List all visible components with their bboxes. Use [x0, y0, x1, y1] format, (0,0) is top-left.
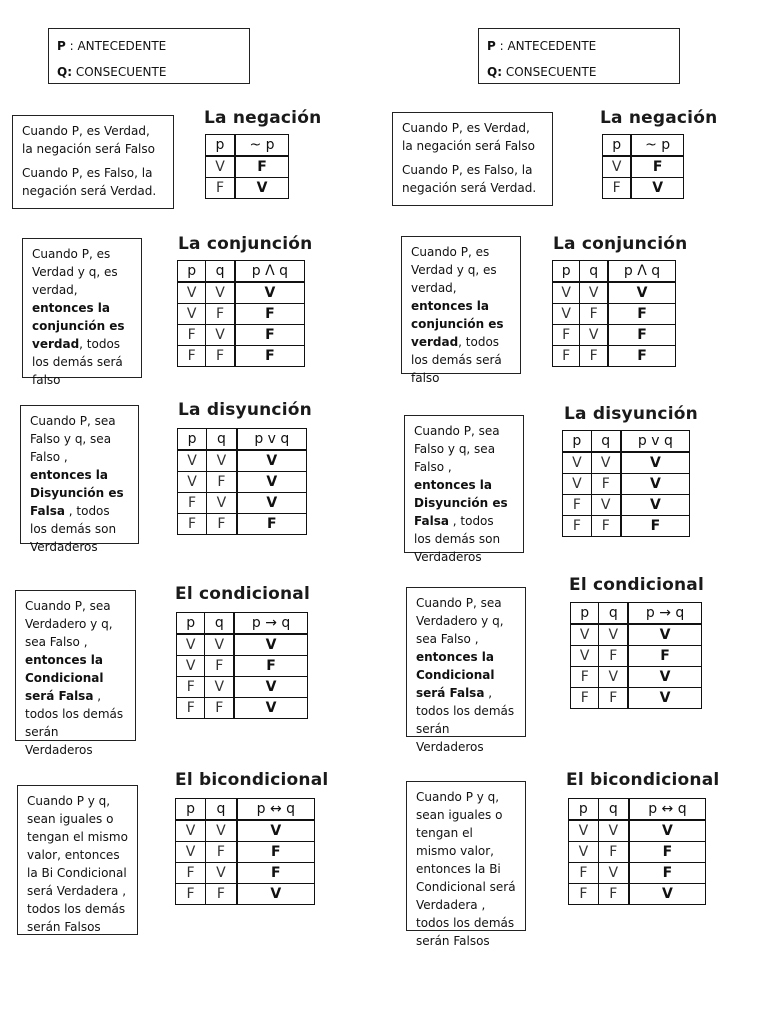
negacion-table — [205, 134, 289, 199]
truth-table-row — [206, 178, 289, 199]
truth-table-row — [563, 495, 690, 516]
truth-table-cell: F — [598, 842, 629, 863]
truth-table-cell: V — [591, 495, 621, 516]
condicional-title: El condicional — [175, 584, 310, 604]
truth-table-header-cell: p — [603, 135, 632, 157]
truth-table-cell: F — [580, 304, 608, 325]
bicondicional-description: Cuando P y q, sean iguales o tengan el mismo valor, entonces la Bi Condicional será Verdadera , todos los demás serán Falsos — [17, 785, 138, 935]
truth-table-row — [569, 820, 706, 842]
truth-table-header-cell: p — [177, 613, 205, 635]
truth-table-cell: V — [603, 156, 632, 178]
truth-table-header-cell: ~ p — [235, 135, 289, 157]
truth-table-cell: V — [563, 474, 592, 495]
truth-table-cell: V — [178, 472, 207, 493]
truth-table-row — [563, 474, 690, 495]
truth-table-cell: V — [205, 634, 234, 656]
truth-table-cell: F — [599, 646, 628, 667]
truth-table-row — [569, 863, 706, 884]
truth-table-cell: V — [621, 452, 690, 474]
truth-table-header-cell: p — [178, 429, 207, 451]
truth-table-row — [176, 884, 315, 905]
conjuncion-table — [177, 260, 305, 367]
truth-table-row — [571, 667, 702, 688]
truth-table-row — [177, 677, 308, 698]
truth-table-cell: F — [176, 884, 206, 905]
disyuncion-description: Cuando P, sea Falso y q, sea Falso , entonces la Disyunción es Falsa , todos los demás son Verdaderos — [20, 405, 139, 544]
truth-table-cell: F — [235, 304, 305, 325]
truth-table-row — [177, 698, 308, 719]
truth-table-cell: F — [563, 495, 592, 516]
legend-box — [48, 28, 250, 84]
truth-table-cell: F — [178, 346, 206, 367]
truth-table-header-cell: q — [206, 799, 237, 821]
truth-table-cell: V — [237, 450, 307, 472]
truth-table-row — [178, 304, 305, 325]
truth-table-row — [603, 156, 684, 178]
bicondicional-description-right: Cuando P y q, sean iguales o tengan el mismo valor, entonces la Bi Condicional será Verdadera , todos los demás serán Falsos — [406, 781, 526, 931]
truth-table-header-cell: q — [599, 603, 628, 625]
truth-table-cell: F — [608, 325, 675, 346]
truth-table-cell: V — [206, 282, 235, 304]
truth-table-cell: F — [237, 514, 307, 535]
truth-table-row — [176, 842, 315, 863]
truth-table-cell: V — [580, 282, 608, 304]
bicondicional-title: El bicondicional — [175, 770, 329, 790]
truth-table-row — [178, 450, 307, 472]
truth-table-cell: F — [235, 156, 289, 178]
truth-table-cell: F — [206, 178, 236, 199]
truth-table-cell: V — [237, 820, 315, 842]
truth-table-cell: V — [628, 667, 701, 688]
truth-table-cell: V — [237, 472, 307, 493]
truth-table-cell: V — [621, 474, 690, 495]
disyuncion-table-right — [562, 430, 690, 537]
disyuncion-title-right: La disyunción — [564, 404, 698, 424]
truth-table-cell: F — [598, 884, 629, 905]
truth-table-cell: V — [628, 688, 701, 709]
truth-table-cell: V — [628, 624, 701, 646]
truth-table-cell: V — [234, 634, 307, 656]
truth-table-header — [563, 431, 690, 453]
truth-table-row — [553, 304, 676, 325]
truth-table-header — [553, 261, 676, 283]
truth-table-cell: V — [177, 656, 205, 677]
truth-table-cell: F — [178, 325, 206, 346]
truth-table-cell: V — [178, 304, 206, 325]
truth-table-cell: F — [628, 646, 701, 667]
negacion-desc-false: Cuando P, es Falso, la negación será Verdad. — [402, 163, 537, 195]
truth-table-cell: F — [234, 656, 307, 677]
truth-table-cell: V — [580, 325, 608, 346]
right-column — [384, 0, 768, 1024]
truth-table-row — [553, 346, 676, 367]
truth-table-cell: V — [206, 863, 237, 884]
truth-table-row — [563, 452, 690, 474]
truth-table-header-cell: p v q — [621, 431, 690, 453]
truth-table-cell: F — [176, 863, 206, 884]
disyuncion-description-right: Cuando P, sea Falso y q, sea Falso , entonces la Disyunción es Falsa , todos los demás son Verdaderos — [404, 415, 524, 553]
truth-table-cell: F — [206, 884, 237, 905]
truth-table-row — [178, 514, 307, 535]
truth-table-cell: V — [569, 820, 599, 842]
truth-table-row — [176, 863, 315, 884]
truth-table-cell: V — [234, 677, 307, 698]
truth-table-header — [178, 429, 307, 451]
truth-table-row — [178, 282, 305, 304]
truth-table-row — [571, 646, 702, 667]
truth-table-row — [178, 346, 305, 367]
negacion-description — [12, 115, 174, 209]
truth-table-cell: F — [207, 514, 237, 535]
truth-table-cell: F — [621, 516, 690, 537]
truth-table-row — [177, 656, 308, 677]
truth-table-cell: V — [237, 493, 307, 514]
truth-table-row — [553, 325, 676, 346]
condicional-table-right — [570, 602, 702, 709]
truth-table-header — [177, 613, 308, 635]
truth-table-header-cell: p Λ q — [235, 261, 305, 283]
truth-table-cell: V — [235, 282, 305, 304]
disyuncion-table — [177, 428, 307, 535]
condicional-title-right: El condicional — [569, 575, 704, 595]
truth-table-cell: V — [553, 282, 580, 304]
truth-table-row — [571, 688, 702, 709]
truth-table-header-cell: q — [591, 431, 621, 453]
conjuncion-title: La conjunción — [178, 234, 313, 254]
legend-antecedente: P : ANTECEDENTE — [487, 39, 597, 53]
truth-table-cell: F — [178, 514, 207, 535]
truth-table-row — [569, 884, 706, 905]
bicondicional-table-right — [568, 798, 706, 905]
truth-table-cell: V — [598, 820, 629, 842]
negacion-description-right — [392, 112, 553, 206]
truth-table-header-cell: ~ p — [631, 135, 683, 157]
truth-table-cell: V — [598, 863, 629, 884]
conjuncion-description-right: Cuando P, es Verdad y q, es verdad, entonces la conjunción es verdad, todos los demás será falso — [401, 236, 521, 374]
truth-table-cell: F — [608, 304, 675, 325]
truth-table-cell: V — [206, 820, 237, 842]
truth-table-cell: F — [206, 304, 235, 325]
truth-table-cell: V — [571, 646, 599, 667]
truth-table-row — [178, 325, 305, 346]
truth-table-cell: F — [603, 178, 632, 199]
truth-table-header — [206, 135, 289, 157]
truth-table-cell: F — [178, 493, 207, 514]
truth-table-cell: V — [629, 820, 706, 842]
truth-table-header-cell: p — [206, 135, 236, 157]
truth-table-header-cell: p Λ q — [608, 261, 675, 283]
truth-table-cell: F — [571, 688, 599, 709]
legend-consecuente: Q: CONSECUENTE — [487, 65, 597, 79]
truth-table-header-cell: p ↔ q — [629, 799, 706, 821]
truth-table-header — [603, 135, 684, 157]
truth-table-header-cell: q — [580, 261, 608, 283]
condicional-description-right: Cuando P, sea Verdadero y q, sea Falso , entonces la Condicional será Falsa , todos los demás serán Verdaderos — [406, 587, 526, 737]
truth-table-header-cell: q — [205, 613, 234, 635]
truth-table-cell: V — [206, 156, 236, 178]
truth-table-cell: V — [235, 178, 289, 199]
truth-table-header-cell: p — [176, 799, 206, 821]
truth-table-cell: F — [237, 842, 315, 863]
truth-table-cell: V — [569, 842, 599, 863]
truth-table-cell: V — [207, 493, 237, 514]
truth-table-header-cell: p v q — [237, 429, 307, 451]
truth-table-header — [571, 603, 702, 625]
truth-table-cell: F — [235, 346, 305, 367]
truth-table-cell: V — [178, 450, 207, 472]
truth-table-cell: V — [176, 842, 206, 863]
negacion-title: La negación — [204, 108, 322, 128]
truth-table-cell: V — [176, 820, 206, 842]
truth-table-cell: F — [237, 863, 315, 884]
legend-box-right — [478, 28, 680, 84]
truth-table-cell: F — [177, 698, 205, 719]
conjuncion-description: Cuando P, es Verdad y q, es verdad, entonces la conjunción es verdad, todos los demás será falso — [22, 238, 142, 378]
truth-table-row — [206, 156, 289, 178]
truth-table-cell: F — [571, 667, 599, 688]
truth-table-cell: F — [591, 474, 621, 495]
truth-table-row — [553, 282, 676, 304]
truth-table-header-cell: q — [206, 261, 235, 283]
bicondicional-table — [175, 798, 315, 905]
truth-table-cell: F — [205, 656, 234, 677]
truth-table-row — [563, 516, 690, 537]
conjuncion-table-right — [552, 260, 676, 367]
truth-table-cell: F — [629, 842, 706, 863]
truth-table-cell: F — [569, 884, 599, 905]
legend-antecedente: P : ANTECEDENTE — [57, 39, 167, 53]
truth-table-row — [603, 178, 684, 199]
truth-table-row — [569, 842, 706, 863]
truth-table-cell: F — [629, 863, 706, 884]
truth-table-header-cell: p ↔ q — [237, 799, 315, 821]
truth-table-cell: V — [234, 698, 307, 719]
negacion-desc-true: Cuando P, es Verdad, la negación será Falso — [402, 121, 535, 153]
truth-table-row — [176, 820, 315, 842]
truth-table-header-cell: q — [598, 799, 629, 821]
truth-table-header-cell: p — [563, 431, 592, 453]
truth-table-cell: F — [235, 325, 305, 346]
truth-table-cell: V — [608, 282, 675, 304]
truth-table-cell: V — [599, 624, 628, 646]
conjuncion-title-right: La conjunción — [553, 234, 688, 254]
truth-table-cell: V — [571, 624, 599, 646]
truth-table-header-cell: q — [207, 429, 237, 451]
bicondicional-title-right: El bicondicional — [566, 770, 720, 790]
truth-table-cell: F — [580, 346, 608, 367]
truth-table-cell: F — [207, 472, 237, 493]
truth-table-header — [178, 261, 305, 283]
truth-table-cell: V — [621, 495, 690, 516]
truth-table-cell: V — [177, 634, 205, 656]
truth-table-cell: F — [205, 698, 234, 719]
truth-table-cell: V — [206, 325, 235, 346]
disyuncion-title: La disyunción — [178, 400, 312, 420]
truth-table-row — [571, 624, 702, 646]
truth-table-cell: V — [563, 452, 592, 474]
truth-table-row — [177, 634, 308, 656]
truth-table-cell: F — [569, 863, 599, 884]
truth-table-cell: F — [599, 688, 628, 709]
truth-table-header-cell: p — [571, 603, 599, 625]
legend-consecuente: Q: CONSECUENTE — [57, 65, 167, 79]
truth-table-cell: V — [553, 304, 580, 325]
truth-table-cell: F — [591, 516, 621, 537]
truth-table-cell: V — [205, 677, 234, 698]
truth-table-row — [178, 493, 307, 514]
truth-table-row — [178, 472, 307, 493]
truth-table-header — [569, 799, 706, 821]
truth-table-header-cell: p — [553, 261, 580, 283]
truth-table-cell: F — [608, 346, 675, 367]
truth-table-cell: V — [629, 884, 706, 905]
negacion-title-right: La negación — [600, 108, 718, 128]
condicional-table — [176, 612, 308, 719]
truth-table-cell: F — [553, 346, 580, 367]
negacion-table-right — [602, 134, 684, 199]
truth-table-cell: F — [206, 346, 235, 367]
truth-table-cell: F — [177, 677, 205, 698]
truth-table-cell: F — [563, 516, 592, 537]
truth-table-cell: V — [631, 178, 683, 199]
truth-table-cell: F — [206, 842, 237, 863]
condicional-description: Cuando P, sea Verdadero y q, sea Falso , entonces la Condicional será Falsa , todos los demás serán Verdaderos — [15, 590, 136, 741]
truth-table-cell: V — [207, 450, 237, 472]
truth-table-header-cell: p → q — [234, 613, 307, 635]
negacion-desc-false: Cuando P, es Falso, la negación será Verdad. — [22, 166, 157, 198]
truth-table-header-cell: p — [569, 799, 599, 821]
truth-table-cell: V — [237, 884, 315, 905]
truth-table-cell: V — [178, 282, 206, 304]
truth-table-cell: F — [553, 325, 580, 346]
negacion-desc-true: Cuando P, es Verdad, la negación será Falso — [22, 124, 155, 156]
truth-table-cell: V — [599, 667, 628, 688]
truth-table-header-cell: p — [178, 261, 206, 283]
truth-table-cell: V — [591, 452, 621, 474]
truth-table-cell: F — [631, 156, 683, 178]
truth-table-header — [176, 799, 315, 821]
truth-table-header-cell: p → q — [628, 603, 701, 625]
